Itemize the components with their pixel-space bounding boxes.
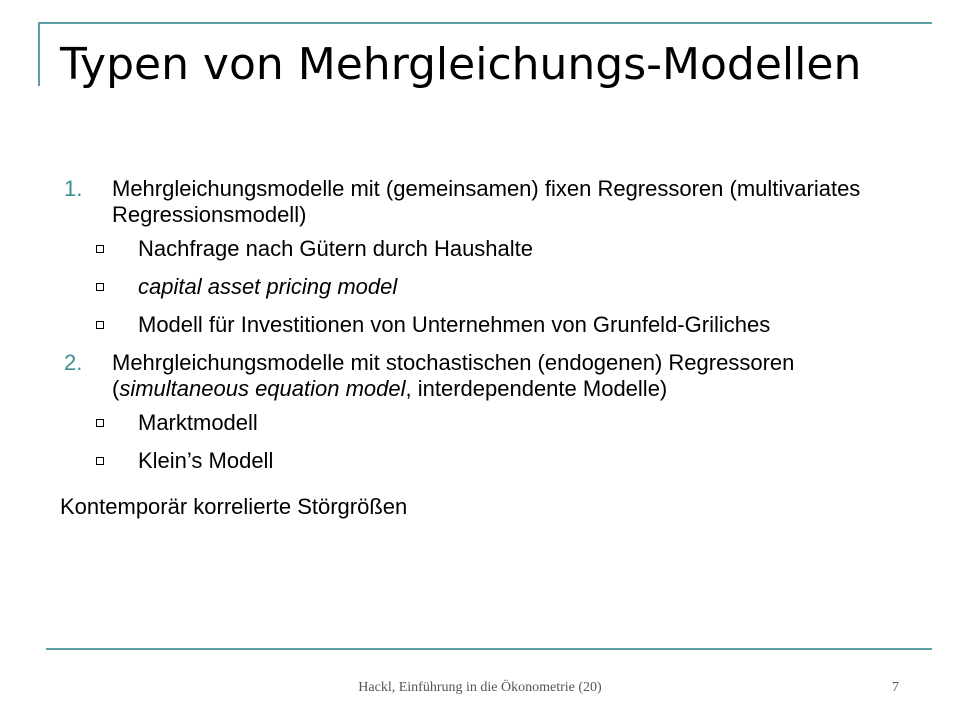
subitem-2-1-text: Marktmodell [138, 410, 258, 435]
square-bullet-icon [96, 283, 104, 291]
square-bullet-icon [96, 245, 104, 253]
list-item-1-text: Mehrgleichungsmodelle mit (gemeinsamen) fixen Regressoren (multivariates Regressionsmodell) [112, 176, 861, 227]
list-item-2-text-italic: simultaneous equation model [119, 376, 406, 401]
slide-title: Typen von Mehrgleichungs-Modellen [60, 39, 862, 90]
slide-content [60, 176, 920, 520]
subitem-1-1 [60, 236, 920, 262]
subitem-1-2-text: capital asset pricing model [138, 274, 398, 299]
top-rule [38, 22, 932, 24]
subitem-2-2 [60, 448, 920, 474]
square-bullet-icon [96, 419, 104, 427]
list-number-1: 1. [64, 176, 83, 201]
list-item-1 [60, 176, 920, 228]
bottom-rule [46, 648, 932, 650]
footer-text: Hackl, Einführung in die Ökonometrie (20) [358, 680, 602, 695]
list-item-2-text-after: , interdependente Modelle) [405, 376, 668, 401]
list-number-2: 2. [64, 350, 83, 375]
page-number: 7 [892, 680, 899, 695]
subitem-2-2-text: Klein’s Modell [138, 448, 274, 473]
subitem-2-1 [60, 410, 920, 436]
subitem-1-2 [60, 274, 920, 300]
closing-text: Kontemporär korrelierte Störgrößen [60, 494, 408, 519]
list-item-2-text-before: Mehrgleichungsmodelle mit stochastischen (endogenen) Regressoren ( [112, 350, 795, 401]
square-bullet-icon [96, 321, 104, 329]
list-item-2 [60, 350, 920, 402]
square-bullet-icon [96, 457, 104, 465]
left-rule [38, 22, 40, 86]
subitem-1-3 [60, 312, 920, 338]
subitem-1-3-text: Modell für Investitionen von Unternehmen von Grunfeld-Griliches [138, 312, 771, 337]
subitem-1-1-text: Nachfrage nach Gütern durch Haushalte [138, 236, 534, 261]
